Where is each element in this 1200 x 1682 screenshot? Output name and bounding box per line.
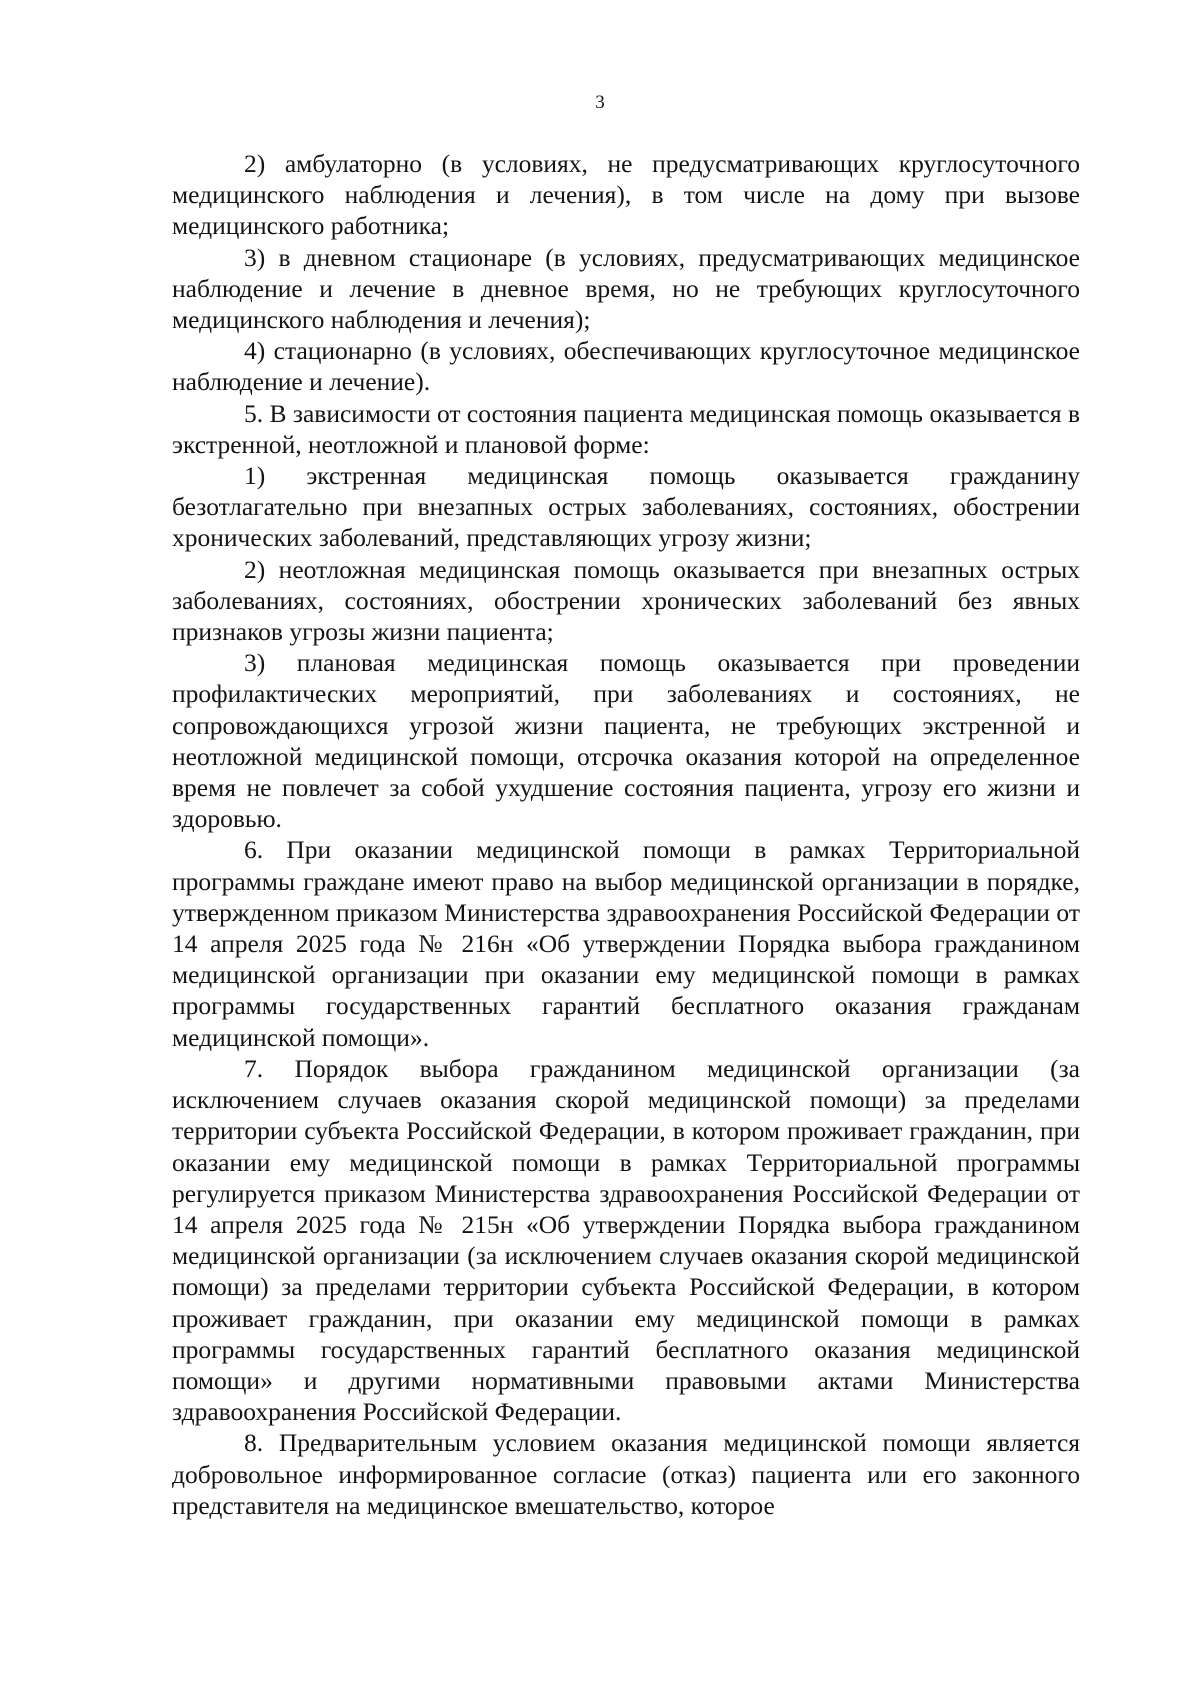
paragraph-item-3-day-hospital: 3) в дневном стационаре (в условиях, предусматривающих медицинское наблюдение и лечение в дневное время, но не требующих круглосуточного медицинского наблюдения и лечения);	[172, 242, 1080, 335]
paragraph-item-2-ambulatory: 2) амбулаторно (в условиях, не предусматривающих круглосуточного медицинского наблюдения и лечения), в том числе на дому при вызове медицинского работника;	[172, 149, 1080, 241]
paragraph-section-8: 8. Предварительным условием оказания медицинской помощи является добровольное информированное согласие (отказ) пациента или его законного представителя на медицинское вмешательство, которое	[172, 1428, 1080, 1520]
document-body	[172, 148, 1080, 1521]
paragraph-item-1-emergency: 1) экстренная медицинская помощь оказывается гражданину безотлагательно при внезапных острых заболеваниях, состояниях, обострении хронических заболеваний, представляющих угрозу жизни;	[172, 461, 1080, 553]
page-number: 3	[595, 92, 605, 113]
paragraph-section-6: 6. При оказании медицинской помощи в рамках Территориальной программы граждане имеют право на выбор медицинской организации в порядке, утвержденном приказом Министерства здравоохранения Российской Федерации от 14 апреля 2025 года № 216н «Об утверждении Порядка выбора гражданином медицинской организации при оказании ему медицинской помощи в рамках программы государственных гарантий бесплатного оказания гражданам медицинской помощи».	[172, 835, 1080, 1052]
paragraph-item-4-inpatient: 4) стационарно (в условиях, обеспечивающих круглосуточное медицинское наблюдение и лечение).	[172, 336, 1080, 397]
paragraph-item-3-planned: 3) плановая медицинская помощь оказывается при проведении профилактических мероприятий, при заболеваниях и состояниях, не сопровождающихся угрозой жизни пациента, не требующих экстренной и неотложной медицинской помощи, отсрочка оказания которой на определенное время не повлечет за собой ухудшение состояния пациента, угрозу его жизни и здоровью.	[172, 648, 1080, 834]
paragraph-item-2-urgent: 2) неотложная медицинская помощь оказывается при внезапных острых заболеваниях, состояниях, обострении хронических заболеваний без явных признаков угрозы жизни пациента;	[172, 554, 1080, 647]
paragraph-section-7: 7. Порядок выбора гражданином медицинской организации (за исключением случаев оказания скорой медицинской помощи) за пределами территории субъекта Российской Федерации, в котором проживает гражданин, при оказании ему медицинской помощи в рамках Территориальной программы регулируется приказом Министерства здравоохранения Российской Федерации от 14 апреля 2025 года № 215н «Об утверждении Порядка выбора гражданином медицинской организации (за исключением случаев оказания скорой медицинской помощи) за пределами территории субъекта Российской Федерации, в котором проживает гражданин, при оказании ему медицинской помощи в рамках программы государственных гарантий бесплатного оказания медицинской помощи» и другими нормативными правовыми актами Министерства здравоохранения Российской Федерации.	[172, 1053, 1080, 1427]
paragraph-section-5: 5. В зависимости от состояния пациента медицинская помощь оказывается в экстренной, неотложной и плановой форме:	[172, 398, 1080, 459]
